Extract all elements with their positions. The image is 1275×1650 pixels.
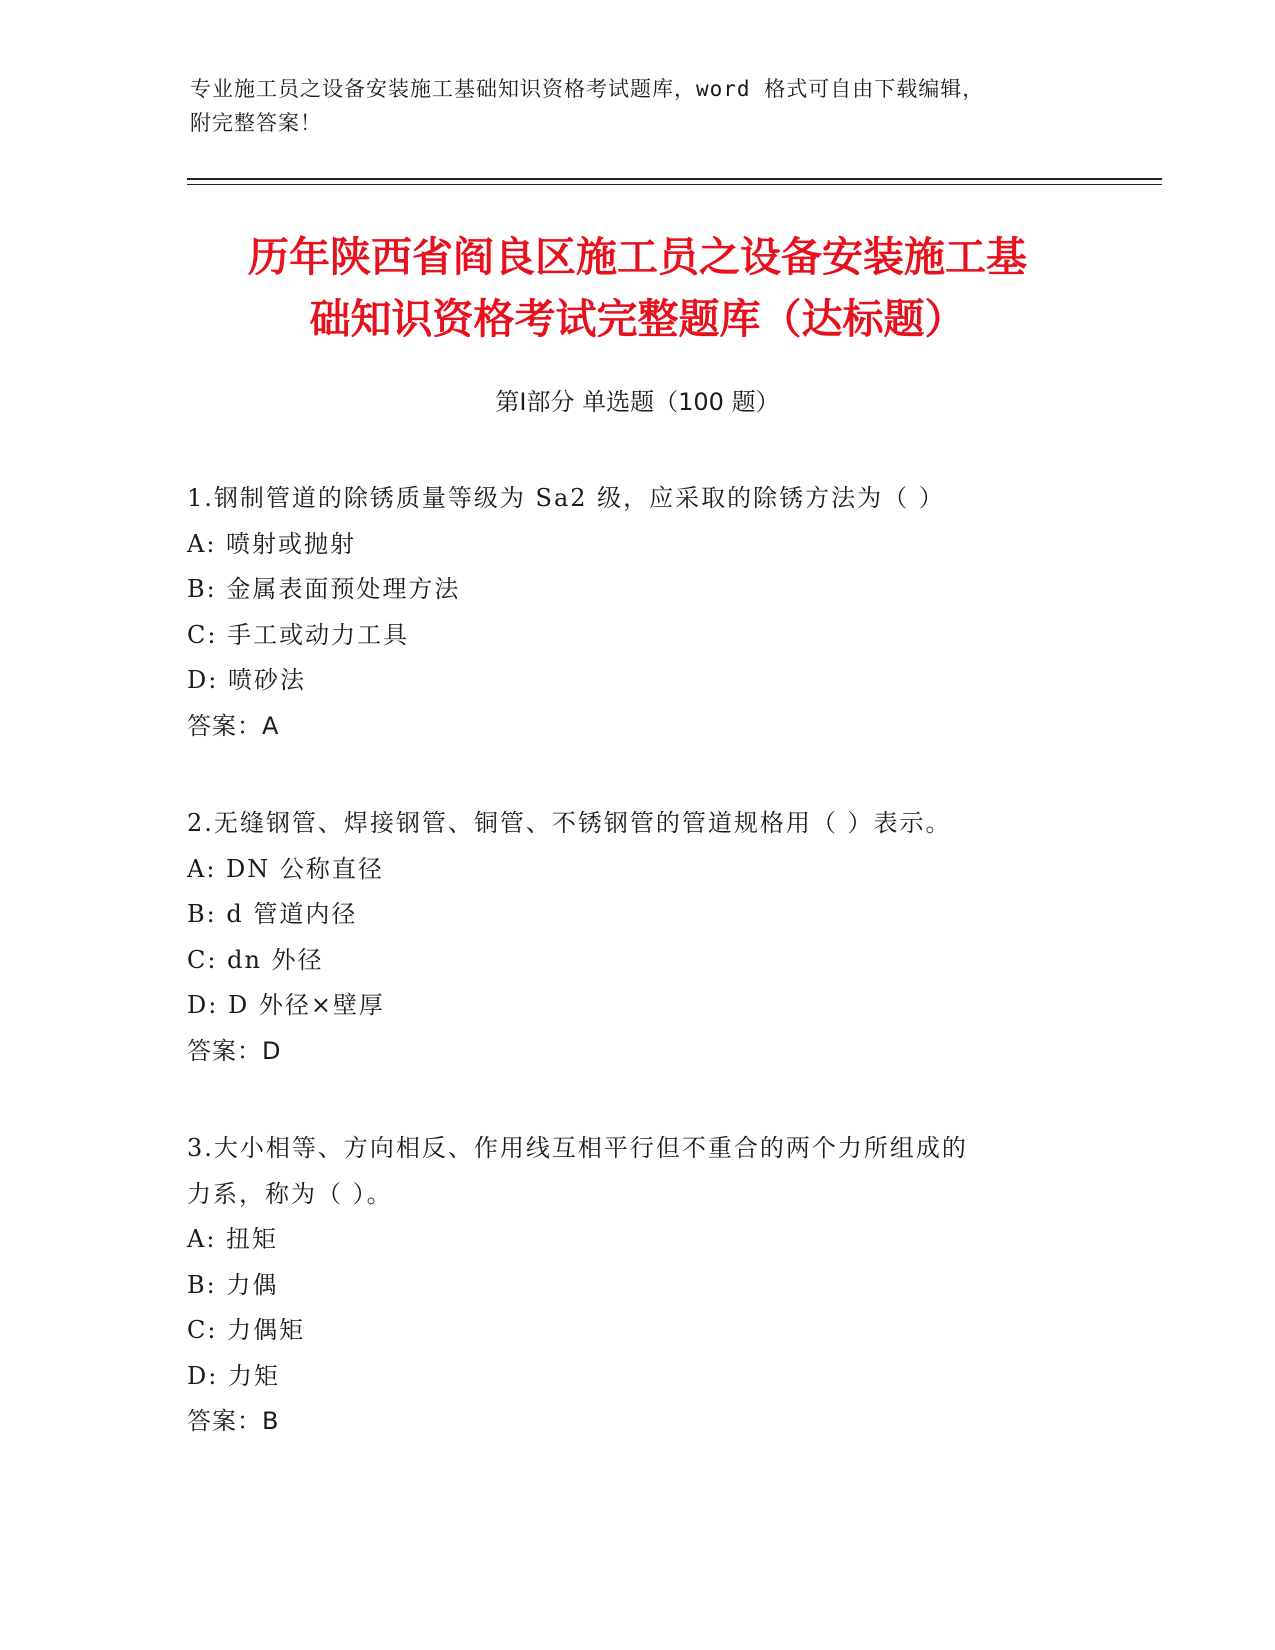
question-2: [187, 801, 1067, 1074]
option-a: A: 喷射或抛射: [187, 529, 357, 558]
document-title-line: 历年陕西省阎良区施工员之设备安装施工基: [248, 233, 1027, 281]
question-stem: [187, 801, 1067, 847]
header-divider-thin: [187, 184, 1162, 185]
document-title: [150, 226, 1125, 350]
answer-label: 答案：A: [187, 711, 280, 740]
option-d: D: 喷砂法: [187, 666, 306, 694]
section-heading: 第Ⅰ部分 单选题（100 题）: [495, 388, 780, 416]
question-3: [187, 1126, 1067, 1445]
header-divider-thick: [187, 178, 1162, 180]
option-a: A: 扭矩: [187, 1225, 279, 1253]
question-list: [187, 476, 1067, 1497]
option-d: D: 力矩: [187, 1361, 280, 1390]
option-c: C: 手工或动力工具: [187, 620, 410, 649]
option-c: C: dn 外径: [187, 945, 324, 974]
answer-label: 答案：D: [187, 1036, 282, 1065]
question-stem-line: 3.大小相等、方向相反、作用线互相平行但不重合的两个力所组成的: [187, 1134, 968, 1162]
option-b: B: 金属表面预处理方法: [187, 575, 461, 603]
header-note-line: 附完整答案！: [190, 111, 322, 135]
header-note: [190, 72, 1090, 140]
question-stem: [187, 476, 1067, 522]
document-title-line: 础知识资格考试完整题库（达标题）: [309, 295, 966, 343]
option-c: C: 力偶矩: [187, 1316, 306, 1344]
question-stem-line: 2.无缝钢管、焊接钢管、铜管、不锈钢管的管道规格用（ ）表示。: [187, 809, 952, 837]
option-d: D: D 外径×壁厚: [187, 991, 385, 1019]
option-b: B: 力偶: [187, 1270, 279, 1299]
header-note-line: 专业施工员之设备安装施工基础知识资格考试题库，word 格式可自由下载编辑，: [190, 77, 985, 101]
option-a: A: DN 公称直径: [187, 854, 384, 883]
question-1: [187, 476, 1067, 749]
question-stem-line: 1.钢制管道的除锈质量等级为 Sa2 级，应采取的除锈方法为（ ）: [187, 484, 945, 512]
option-b: B: d 管道内径: [187, 900, 358, 928]
question-stem: [187, 1126, 1067, 1217]
question-stem-line: 力系，称为（ ）。: [187, 1179, 393, 1208]
answer-label: 答案：B: [187, 1407, 280, 1435]
